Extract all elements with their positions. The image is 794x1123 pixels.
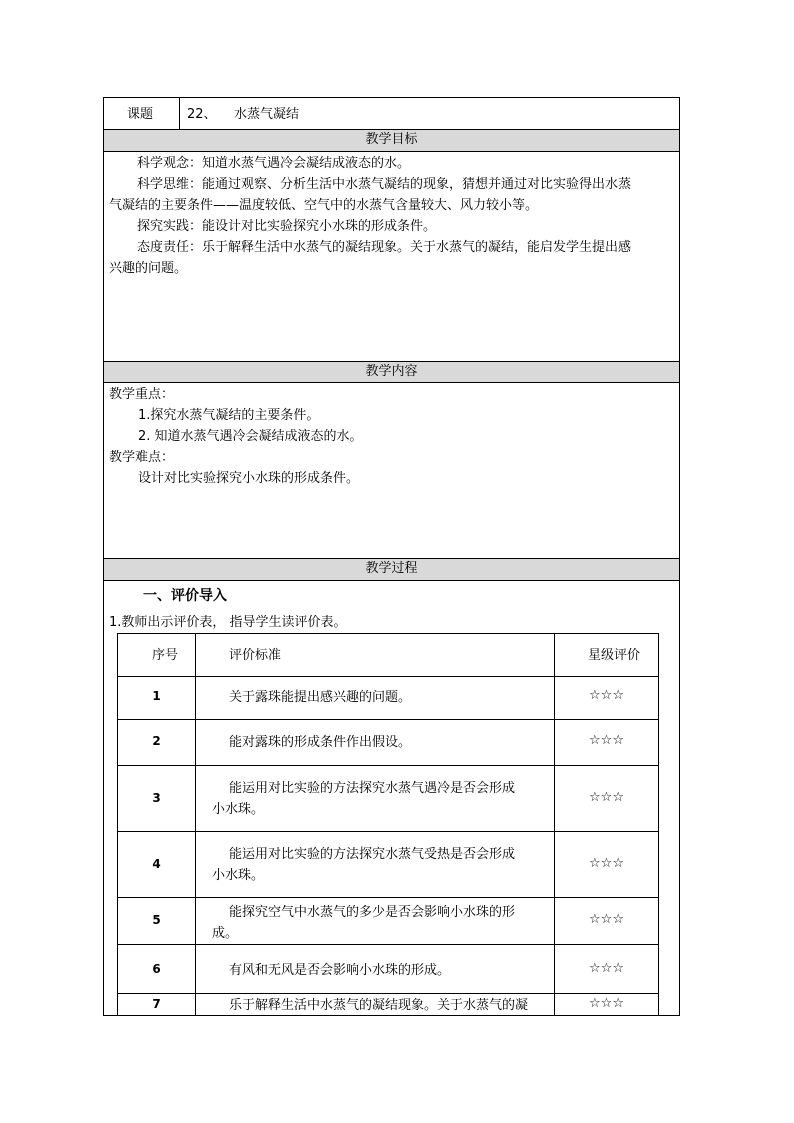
row-number: 1 — [152, 689, 161, 703]
row-number: 4 — [152, 857, 161, 871]
row-number: 5 — [152, 913, 161, 927]
outer-top-border — [103, 97, 680, 98]
star-rating: ☆☆☆ — [589, 961, 624, 976]
star-rating: ☆☆☆ — [589, 912, 624, 927]
goal-line: 气凝结的主要条件——温度较低、空气中的水蒸气含量较大、风力较小等。 — [109, 198, 539, 213]
key-point-item: 2. 知道水蒸气遇冷会凝结成液态的水。 — [138, 429, 363, 444]
eval-table-right — [658, 633, 659, 1016]
outer-left-border — [103, 97, 104, 1016]
star-rating: ☆☆☆ — [589, 733, 624, 748]
section-heading-content: 教学内容 — [104, 362, 679, 382]
section-heading-goals: 教学目标 — [104, 130, 679, 151]
star-rating: ☆☆☆ — [589, 688, 624, 703]
eval-row-divider — [117, 831, 659, 832]
row-criteria: 能对露珠的形成条件作出假设。 — [229, 735, 412, 750]
row-criteria: 成。 — [212, 926, 239, 941]
star-rating: ☆☆☆ — [589, 996, 624, 1011]
row-number: 6 — [152, 962, 161, 976]
col-header-number: 序号 — [152, 648, 179, 663]
row-number: 3 — [152, 791, 161, 805]
section-title: 一、评价导入 — [143, 588, 227, 604]
row-criteria: 小水珠。 — [212, 868, 265, 883]
goal-line: 态度责任：乐于解释生活中水蒸气的凝结现象。关于水蒸气的凝结，能启发学生提出感 — [137, 240, 632, 255]
goal-line: 科学观念：知道水蒸气遇冷会凝结成液态的水。 — [137, 156, 411, 171]
star-rating: ☆☆☆ — [589, 790, 624, 805]
lesson-title: 水蒸气凝结 — [234, 107, 300, 122]
goal-line: 探究实践：能设计对比实验探究小水珠的形成条件。 — [137, 219, 437, 234]
instruction-text: 1.教师出示评价表， 指导学生读评价表。 — [109, 615, 347, 630]
col-header-criteria: 评价标准 — [229, 648, 282, 663]
key-point-item: 1.探究水蒸气凝结的主要条件。 — [138, 408, 320, 423]
header-label: 课题 — [127, 107, 154, 122]
goal-line: 兴趣的问题。 — [109, 261, 188, 276]
eval-row-divider — [117, 897, 659, 898]
divider-line — [103, 382, 680, 383]
row-criteria: 能运用对比实验的方法探究水蒸气受热是否会形成 — [229, 847, 516, 862]
row-criteria: 有风和无风是否会影响小水珠的形成。 — [229, 963, 451, 978]
row-criteria: 乐于解释生活中水蒸气的凝结现象。关于水蒸气的凝 — [229, 998, 529, 1013]
row-criteria: 能运用对比实验的方法探究水蒸气遇冷是否会形成 — [229, 781, 516, 796]
difficulty-label: 教学难点： — [109, 450, 175, 465]
lesson-number: 22、 — [187, 107, 217, 122]
row-criteria: 小水珠。 — [212, 802, 265, 817]
divider-line — [103, 580, 680, 581]
row-number: 2 — [152, 734, 161, 748]
eval-row-divider — [117, 765, 659, 766]
eval-table-top — [117, 633, 659, 634]
goal-line: 科学思维：能通过观察、分析生活中水蒸气凝结的现象，猜想并通过对比实验得出水蒸 — [137, 177, 632, 192]
difficulty-item: 设计对比实验探究小水珠的形成条件。 — [138, 471, 360, 486]
eval-row-divider — [117, 719, 659, 720]
eval-row-divider — [117, 944, 659, 945]
eval-row-divider — [117, 993, 659, 994]
eval-col-divider — [195, 633, 196, 1016]
col-header-rating: 星级评价 — [588, 648, 641, 663]
header-divider — [179, 97, 180, 130]
key-points-label: 教学重点： — [109, 387, 175, 402]
outer-right-border — [679, 97, 680, 1016]
star-rating: ☆☆☆ — [589, 856, 624, 871]
divider-line — [103, 151, 680, 152]
section-heading-process: 教学过程 — [104, 559, 679, 580]
eval-row-divider — [117, 676, 659, 677]
row-number: 7 — [152, 997, 161, 1011]
row-criteria: 关于露珠能提出感兴趣的问题。 — [229, 690, 412, 705]
row-criteria: 能探究空气中水蒸气的多少是否会影响小水珠的形 — [229, 905, 516, 920]
